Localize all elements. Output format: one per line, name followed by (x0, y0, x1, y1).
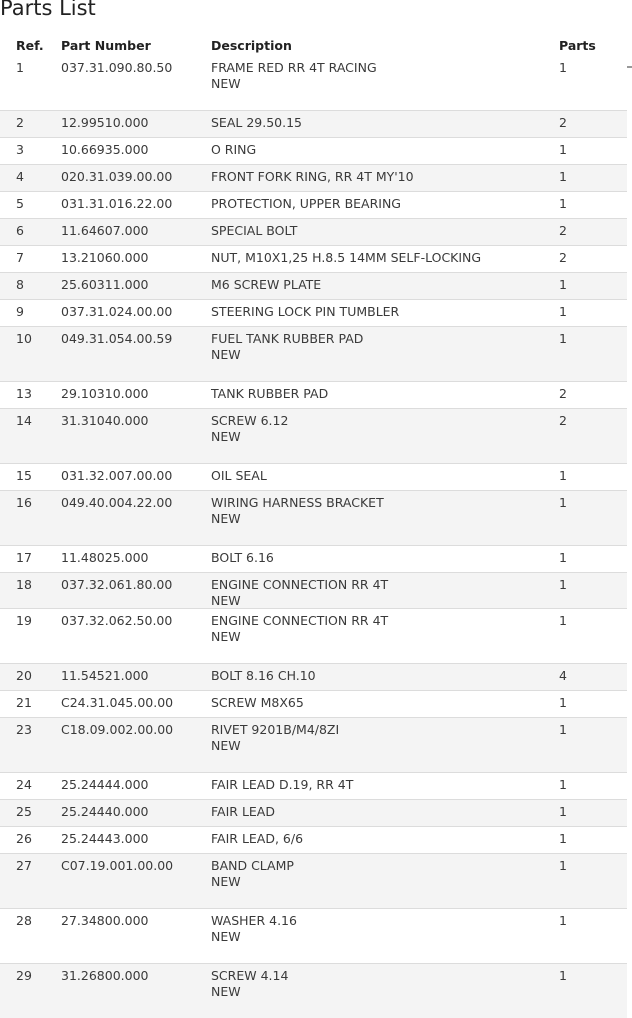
cell-part-number-text: 11.48025.000 (61, 550, 149, 565)
cell-ref (16, 495, 32, 511)
new-note: NEW (211, 76, 241, 91)
cell-part-number (61, 695, 173, 711)
cell-part-number-text: 049.31.054.00.59 (61, 331, 173, 346)
cell-part-number (61, 831, 148, 847)
cell-description (211, 777, 353, 793)
cell-ref (16, 968, 32, 984)
cell-description (211, 223, 297, 239)
new-note: NEW (211, 511, 241, 526)
cell-part-number (61, 722, 173, 738)
cell-part-number-text: 037.32.061.80.00 (61, 577, 173, 592)
table-row (0, 191, 627, 218)
cell-description (211, 115, 302, 131)
cell-parts-qty-text: 4 (559, 668, 567, 683)
cell-ref-text: 3 (16, 142, 24, 157)
cell-part-number-text: 11.54521.000 (61, 668, 149, 683)
scroll-edge-marker (627, 66, 632, 68)
cell-ref-text: 14 (16, 413, 32, 428)
cell-ref-text: 8 (16, 277, 24, 292)
cell-ref-text: 29 (16, 968, 32, 983)
cell-ref-text: 20 (16, 668, 32, 683)
cell-part-number-text: 037.31.090.80.50 (61, 60, 173, 75)
cell-ref-text: 5 (16, 196, 24, 211)
cell-ref (16, 331, 32, 347)
cell-description-text: SCREW 4.14 (211, 968, 289, 983)
cell-part-number (61, 777, 148, 793)
header-ref: Ref. (16, 38, 44, 53)
cell-part-number-text: 13.21060.000 (61, 250, 149, 265)
cell-description-text: FUEL TANK RUBBER PAD (211, 331, 364, 346)
cell-description-text: BOLT 6.16 (211, 550, 274, 565)
cell-part-number-text: 031.31.016.22.00 (61, 196, 173, 211)
cell-ref-text: 2 (16, 115, 24, 130)
cell-parts-qty-text: 2 (559, 386, 567, 401)
cell-ref (16, 250, 24, 266)
cell-part-number (61, 613, 172, 629)
cell-parts-qty (559, 115, 567, 131)
cell-part-number-text: 25.24443.000 (61, 831, 149, 846)
header-description: Description (211, 38, 292, 53)
cell-parts-qty (559, 250, 567, 266)
cell-parts-qty-text: 2 (559, 250, 567, 265)
cell-ref-text: 21 (16, 695, 32, 710)
cell-ref-text: 19 (16, 613, 32, 628)
cell-description-text: SPECIAL BOLT (211, 223, 298, 238)
cell-ref (16, 223, 24, 239)
cell-parts-qty (559, 804, 567, 820)
cell-parts-qty-text: 1 (559, 331, 567, 346)
cell-description (211, 468, 267, 484)
table-row (0, 717, 627, 772)
cell-part-number (61, 968, 148, 984)
cell-ref-text: 25 (16, 804, 32, 819)
cell-parts-qty-text: 1 (559, 550, 567, 565)
cell-ref (16, 277, 24, 293)
cell-description-text: FAIR LEAD D.19, RR 4T (211, 777, 354, 792)
cell-ref (16, 858, 32, 874)
table-row (0, 663, 627, 690)
cell-description-text: RIVET 9201B/M4/8ZI (211, 722, 340, 737)
cell-part-number-text: 25.60311.000 (61, 277, 149, 292)
cell-part-number-text: 037.32.062.50.00 (61, 613, 173, 628)
cell-description-text: FRONT FORK RING, RR 4T MY'10 (211, 169, 414, 184)
cell-parts-qty (559, 331, 567, 347)
cell-ref (16, 169, 24, 185)
cell-part-number (61, 223, 148, 239)
cell-description (211, 550, 274, 566)
cell-parts-qty-text: 1 (559, 495, 567, 510)
cell-description-text: BOLT 8.16 CH.10 (211, 668, 316, 683)
table-row (0, 690, 627, 717)
cell-part-number (61, 668, 148, 684)
cell-parts-qty-text: 1 (559, 169, 567, 184)
table-row (0, 408, 627, 463)
cell-part-number (61, 913, 148, 929)
cell-ref (16, 913, 32, 929)
cell-description (211, 968, 288, 1000)
cell-part-number-text: 11.64607.000 (61, 223, 149, 238)
cell-description (211, 142, 256, 158)
cell-ref (16, 668, 32, 684)
cell-parts-qty (559, 495, 567, 511)
cell-part-number-text: C18.09.002.00.00 (61, 722, 174, 737)
table-body (0, 56, 632, 1018)
cell-ref (16, 142, 24, 158)
cell-ref (16, 577, 32, 593)
cell-parts-qty-text: 1 (559, 804, 567, 819)
cell-ref-text: 7 (16, 250, 24, 265)
cell-part-number (61, 413, 148, 429)
cell-parts-qty (559, 468, 567, 484)
cell-description-text: SEAL 29.50.15 (211, 115, 302, 130)
cell-part-number-text: 049.40.004.22.00 (61, 495, 173, 510)
new-note: NEW (211, 929, 241, 944)
cell-parts-qty-text: 1 (559, 613, 567, 628)
cell-part-number (61, 142, 148, 158)
cell-description-text: ENGINE CONNECTION RR 4T (211, 613, 389, 628)
cell-parts-qty-text: 1 (559, 304, 567, 319)
header-part-number: Part Number (61, 38, 151, 53)
new-note: NEW (211, 738, 241, 753)
cell-parts-qty (559, 386, 567, 402)
cell-parts-qty (559, 550, 567, 566)
cell-parts-qty (559, 777, 567, 793)
cell-parts-qty-text: 1 (559, 777, 567, 792)
cell-parts-qty-text: 1 (559, 695, 567, 710)
cell-parts-qty-text: 1 (559, 858, 567, 873)
cell-part-number-text: 10.66935.000 (61, 142, 149, 157)
cell-ref-text: 23 (16, 722, 32, 737)
cell-ref-text: 18 (16, 577, 32, 592)
cell-ref-text: 4 (16, 169, 24, 184)
cell-part-number (61, 550, 148, 566)
cell-description-text: FAIR LEAD (211, 804, 275, 819)
cell-part-number-text: 037.31.024.00.00 (61, 304, 173, 319)
cell-ref (16, 722, 32, 738)
cell-description-text: SCREW 6.12 (211, 413, 289, 428)
cell-part-number (61, 331, 172, 347)
table-row (0, 56, 627, 110)
cell-parts-qty (559, 858, 567, 874)
cell-parts-qty (559, 695, 567, 711)
cell-part-number-text: 031.32.007.00.00 (61, 468, 173, 483)
cell-parts-qty-text: 1 (559, 831, 567, 846)
table-row (0, 381, 627, 408)
cell-ref (16, 613, 32, 629)
cell-description (211, 196, 401, 212)
cell-parts-qty-text: 1 (559, 577, 567, 592)
cell-part-number-text: 31.26800.000 (61, 968, 149, 983)
cell-description-text: FAIR LEAD, 6/6 (211, 831, 304, 846)
new-note: NEW (211, 629, 241, 644)
cell-ref-text: 6 (16, 223, 24, 238)
cell-description (211, 413, 288, 445)
cell-ref-text: 9 (16, 304, 24, 319)
cell-part-number (61, 577, 172, 593)
cell-ref (16, 115, 24, 131)
cell-ref (16, 60, 24, 76)
cell-description-text: WASHER 4.16 (211, 913, 297, 928)
cell-description (211, 695, 304, 711)
cell-part-number (61, 115, 148, 131)
cell-description-text: NUT, M10X1,25 H.8.5 14MM SELF-LOCKING (211, 250, 482, 265)
page-title: Parts List (0, 0, 96, 20)
table-row (0, 218, 627, 245)
cell-ref-text: 10 (16, 331, 32, 346)
table-row (0, 963, 627, 1018)
cell-parts-qty (559, 577, 567, 593)
cell-parts-qty (559, 668, 567, 684)
cell-ref (16, 831, 32, 847)
cell-description-text: TANK RUBBER PAD (211, 386, 329, 401)
cell-part-number (61, 495, 172, 511)
cell-parts-qty (559, 142, 567, 158)
cell-description (211, 831, 303, 847)
cell-parts-qty (559, 223, 567, 239)
new-note: NEW (211, 429, 241, 444)
table-row (0, 463, 627, 490)
cell-ref (16, 304, 24, 320)
cell-ref-text: 26 (16, 831, 32, 846)
table-row (0, 545, 627, 572)
cell-ref (16, 550, 32, 566)
cell-parts-qty (559, 913, 567, 929)
new-note: NEW (211, 347, 241, 362)
table-row (0, 572, 627, 608)
cell-description-text: WIRING HARNESS BRACKET (211, 495, 384, 510)
cell-part-number-text: 12.99510.000 (61, 115, 149, 130)
cell-part-number (61, 304, 172, 320)
cell-part-number-text: 25.24444.000 (61, 777, 149, 792)
table-row (0, 490, 627, 545)
cell-parts-qty-text: 1 (559, 60, 567, 75)
cell-ref (16, 386, 32, 402)
cell-ref (16, 804, 32, 820)
cell-description-text: FRAME RED RR 4T RACING (211, 60, 377, 75)
cell-description (211, 722, 339, 754)
new-note: NEW (211, 874, 241, 889)
cell-part-number (61, 196, 172, 212)
table-row (0, 826, 627, 853)
cell-part-number (61, 250, 148, 266)
table-row (0, 853, 627, 908)
cell-parts-qty-text: 1 (559, 913, 567, 928)
new-note: NEW (211, 593, 241, 608)
cell-parts-qty (559, 968, 567, 984)
cell-description (211, 577, 388, 609)
cell-ref (16, 196, 24, 212)
table-header (0, 34, 632, 56)
table-row (0, 326, 627, 381)
cell-description (211, 668, 316, 684)
cell-description-text: STEERING LOCK PIN TUMBLER (211, 304, 400, 319)
cell-ref-text: 15 (16, 468, 32, 483)
cell-ref-text: 27 (16, 858, 32, 873)
table-row (0, 110, 627, 137)
cell-description (211, 386, 328, 402)
cell-description-text: OIL SEAL (211, 468, 267, 483)
table-row (0, 299, 627, 326)
cell-parts-qty (559, 722, 567, 738)
parts-table (0, 34, 632, 1018)
cell-description (211, 169, 414, 185)
cell-parts-qty (559, 304, 567, 320)
cell-part-number-text: 020.31.039.00.00 (61, 169, 173, 184)
cell-description (211, 495, 384, 527)
cell-parts-qty-text: 2 (559, 115, 567, 130)
header-parts: Parts (559, 38, 596, 53)
cell-ref-text: 17 (16, 550, 32, 565)
table-row (0, 608, 627, 663)
cell-part-number-text: C07.19.001.00.00 (61, 858, 174, 873)
cell-ref-text: 28 (16, 913, 32, 928)
cell-description-text: ENGINE CONNECTION RR 4T (211, 577, 389, 592)
cell-description (211, 250, 481, 266)
cell-part-number-text: 31.31040.000 (61, 413, 149, 428)
cell-part-number (61, 858, 173, 874)
cell-parts-qty-text: 1 (559, 722, 567, 737)
table-row (0, 772, 627, 799)
table-row (0, 272, 627, 299)
cell-description-text: M6 SCREW PLATE (211, 277, 322, 292)
cell-ref (16, 777, 32, 793)
cell-parts-qty-text: 1 (559, 968, 567, 983)
cell-description-text: PROTECTION, UPPER BEARING (211, 196, 401, 211)
table-row (0, 137, 627, 164)
cell-parts-qty-text: 1 (559, 196, 567, 211)
cell-description (211, 277, 321, 293)
cell-part-number (61, 386, 148, 402)
cell-ref (16, 695, 32, 711)
cell-parts-qty-text: 1 (559, 277, 567, 292)
cell-description-text: SCREW M8X65 (211, 695, 304, 710)
cell-parts-qty (559, 60, 567, 76)
cell-part-number (61, 804, 148, 820)
cell-description-text: O RING (211, 142, 257, 157)
table-row (0, 799, 627, 826)
cell-ref-text: 13 (16, 386, 32, 401)
cell-ref-text: 16 (16, 495, 32, 510)
cell-part-number (61, 169, 172, 185)
cell-ref-text: 1 (16, 60, 24, 75)
cell-parts-qty (559, 413, 567, 429)
cell-ref-text: 24 (16, 777, 32, 792)
cell-parts-qty (559, 169, 567, 185)
cell-ref (16, 468, 32, 484)
cell-description (211, 60, 377, 92)
cell-part-number-text: 27.34800.000 (61, 913, 149, 928)
new-note: NEW (211, 984, 241, 999)
table-row (0, 164, 627, 191)
cell-parts-qty (559, 613, 567, 629)
cell-part-number (61, 277, 148, 293)
cell-description (211, 613, 388, 645)
cell-part-number (61, 468, 172, 484)
table-row (0, 908, 627, 963)
cell-parts-qty-text: 2 (559, 223, 567, 238)
cell-parts-qty (559, 831, 567, 847)
cell-parts-qty (559, 277, 567, 293)
cell-part-number (61, 60, 172, 76)
cell-parts-qty (559, 196, 567, 212)
cell-parts-qty-text: 1 (559, 142, 567, 157)
cell-parts-qty-text: 1 (559, 468, 567, 483)
cell-description (211, 304, 399, 320)
cell-description (211, 913, 297, 945)
cell-part-number-text: 29.10310.000 (61, 386, 149, 401)
cell-ref (16, 413, 32, 429)
cell-part-number-text: C24.31.045.00.00 (61, 695, 174, 710)
cell-description (211, 804, 275, 820)
cell-parts-qty-text: 2 (559, 413, 567, 428)
cell-part-number-text: 25.24440.000 (61, 804, 149, 819)
table-row (0, 245, 627, 272)
cell-description (211, 331, 363, 363)
cell-description (211, 858, 294, 890)
cell-description-text: BAND CLAMP (211, 858, 294, 873)
